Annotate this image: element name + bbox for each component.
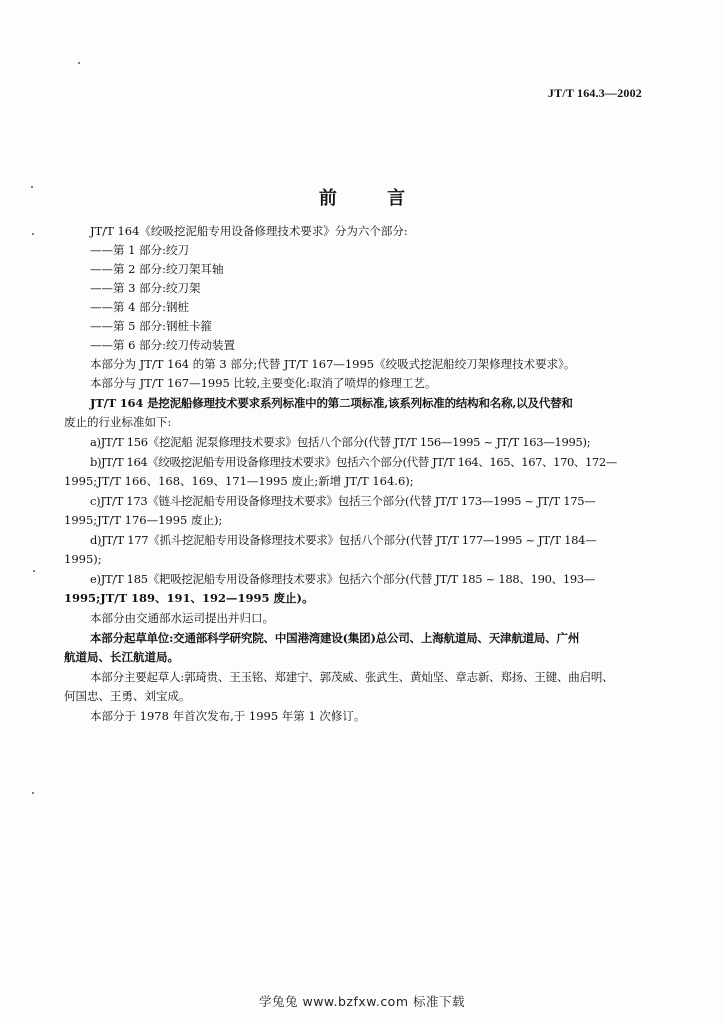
list-item: a)JT/T 156《挖泥船 泥泵修理技术要求》包括八个部分(代替 JT/T 156—1995 ~ JT/T 163—1995); [90, 435, 591, 449]
list-item: ——第 2 部分:绞刀架耳轴 [90, 262, 224, 276]
paragraph-line: 本部分主要起草人:郭琦贵、王玉铭、郑建宁、郭茂威、张武生、黄灿坚、章志新、郑扬、王键、曲启明、 [90, 670, 614, 684]
paragraph-line: 航道局、长江航道局。 [64, 650, 179, 664]
scan-speck [33, 570, 35, 572]
paragraph-line: JT/T 164《绞吸挖泥船专用设备修理技术要求》分为六个部分: [90, 224, 408, 238]
standard-code: JT/T 164.3—2002 [547, 86, 642, 100]
paragraph-line: 本部分为 JT/T 164 的第 3 部分;代替 JT/T 167—1995《绞吸式挖泥船绞刀架修理技术要求》。 [90, 357, 576, 371]
list-item-continuation: 1995;JT/T 189、191、192—1995 废止)。 [64, 591, 314, 605]
scan-speck [78, 62, 80, 64]
list-item: b)JT/T 164《绞吸挖泥船专用设备修理技术要求》包括六个部分(代替 JT/T 164、165、167、170、172— [90, 455, 617, 469]
list-item: e)JT/T 185《耙吸挖泥船专用设备修理技术要求》包括六个部分(代替 JT/T 185 ~ 188、190、193— [90, 572, 596, 586]
list-item-continuation: 1995); [64, 552, 102, 566]
list-item: d)JT/T 177《抓斗挖泥船专用设备修理技术要求》包括八个部分(代替 JT/T 177—1995 ~ JT/T 184— [90, 533, 597, 547]
paragraph-line: 本部分与 JT/T 167—1995 比较,主要变化:取消了喷焊的修理工艺。 [90, 376, 437, 390]
paragraph-line: 本部分于 1978 年首次发布,于 1995 年第 1 次修订。 [90, 709, 366, 723]
paragraph-line: JT/T 164 是挖泥船修理技术要求系列标准中的第二项标准,该系列标准的结构和名称,以及代替和 [90, 396, 573, 410]
list-item: ——第 1 部分:绞刀 [90, 243, 190, 257]
list-item-continuation: 1995;JT/T 176—1995 废止); [64, 513, 223, 527]
page-title: 前 言 [318, 188, 428, 209]
list-item: ——第 3 部分:绞刀架 [90, 281, 201, 295]
scan-speck [32, 233, 34, 235]
paragraph-line: 废止的行业标准如下: [64, 415, 172, 429]
list-item-continuation: 1995;JT/T 166、168、169、171—1995 废止;新增 JT/T 164.6); [64, 474, 414, 488]
list-item: ——第 5 部分:钢桩卡箍 [90, 319, 213, 333]
paragraph-line: 本部分由交通部水运司提出并归口。 [90, 611, 274, 625]
footer-watermark: 学兔兔 www.bzfxw.com 标准下载 [259, 994, 465, 1009]
list-item: c)JT/T 173《链斗挖泥船专用设备修理技术要求》包括三个部分(代替 JT/T 173—1995 ~ JT/T 175— [90, 494, 596, 508]
paragraph-line: 何国忠、王勇、刘宝成。 [64, 689, 191, 703]
paragraph-line: 本部分起草单位:交通部科学研究院、中国港湾建设(集团)总公司、上海航道局、天津航道局、广州 [90, 631, 580, 645]
scan-speck [32, 792, 34, 794]
list-item: ——第 6 部分:绞刀传动装置 [90, 338, 236, 352]
list-item: ——第 4 部分:钢桩 [90, 300, 190, 314]
